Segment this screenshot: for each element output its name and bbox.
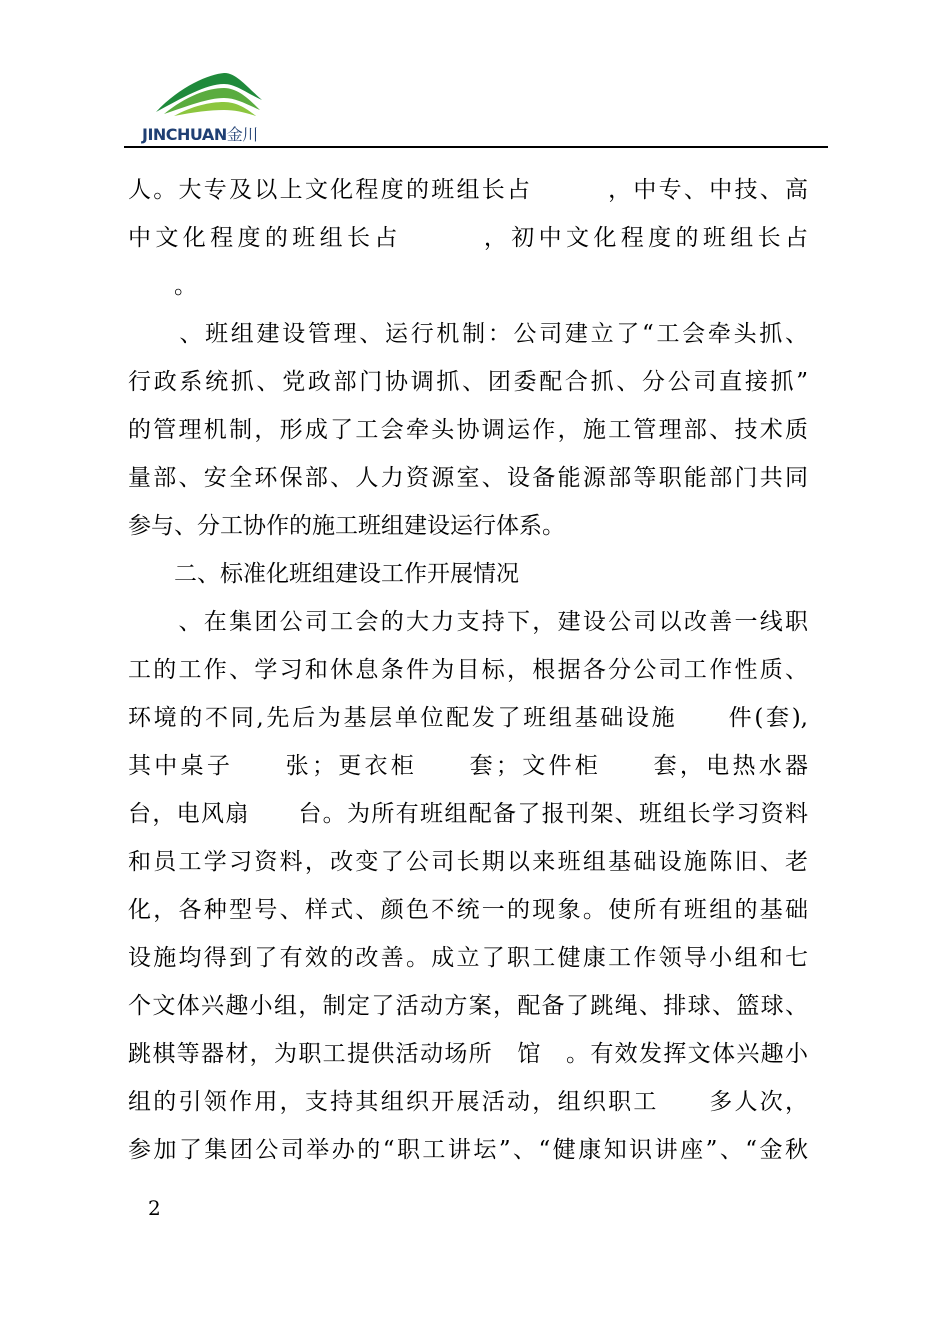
text-line: 量部、安全环保部、人力资源室、设备能源部等职能部门共同 — [128, 465, 808, 491]
text-line: 其中桌子 张；更衣柜 套；文件柜 套，电热水器 — [128, 753, 808, 779]
page-header — [0, 0, 950, 150]
text-line: 跳棋等器材，为职工提供活动场所 馆 。有效发挥文体兴趣小 — [128, 1041, 808, 1067]
text-line: 行政系统抓、党政部门协调抓、团委配合抓、分公司直接抓” — [128, 369, 808, 395]
text-line: 人。大专及以上文化程度的班组长占 ，中专、中技、高 — [128, 177, 808, 203]
text-line: 组的引领作用，支持其组织开展活动，组织职工 多人次， — [128, 1089, 808, 1115]
page-number: 2 — [128, 1196, 181, 1220]
text-line: 设施均得到了有效的改善。成立了职工健康工作领导小组和七 — [128, 945, 808, 971]
logo-text: JINCHUAN金川 — [142, 125, 258, 144]
header-rule — [124, 146, 828, 148]
text-line: 参加了集团公司举办的“职工讲坛”、“健康知识讲座”、“金秋 — [128, 1137, 808, 1163]
text-line: 、在集团公司工会的大力支持下，建设公司以改善一线职 — [128, 609, 808, 635]
company-logo — [140, 70, 280, 145]
text-line: 中文化程度的班组长占 ，初中文化程度的班组长占 — [128, 225, 808, 251]
text-line: 。 — [128, 273, 197, 299]
text-line: 、班组建设管理、运行机制：公司建立了“工会牵头抓、 — [128, 321, 808, 347]
text-line: 工的工作、学习和休息条件为目标，根据各分公司工作性质、 — [128, 657, 808, 683]
text-line: 个文体兴趣小组，制定了活动方案，配备了跳绳、排球、篮球、 — [128, 993, 808, 1019]
text-line: 和员工学习资料，改变了公司长期以来班组基础设施陈旧、老 — [128, 849, 808, 875]
text-line: 参与、分工协作的施工班组建设运行体系。 — [128, 513, 565, 539]
text-line: 的管理机制，形成了工会牵头协调运作，施工管理部、技术质 — [128, 417, 808, 443]
section-heading: 二、标准化班组建设工作开展情况 — [128, 561, 519, 587]
text-line: 化，各种型号、样式、颜色不统一的现象。使所有班组的基础 — [128, 897, 808, 923]
text-line: 台，电风扇 台。为所有班组配备了报刊架、班组长学习资料 — [128, 801, 808, 827]
text-line: 环境的不同,先后为基层单位配发了班组基础设施 件(套), — [128, 705, 808, 731]
mountain-logo-icon — [152, 70, 264, 118]
